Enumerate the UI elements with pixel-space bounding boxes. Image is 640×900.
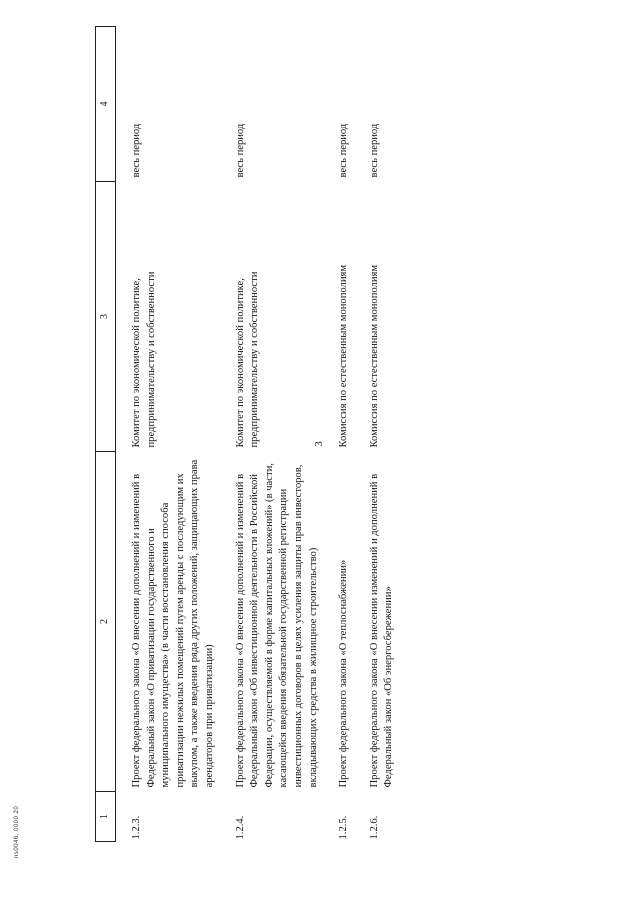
rotated-page (95, 27, 615, 842)
item-title: Проект федерального закона «О внесении дополнений и изменений в Федеральный закон «Об инвестиционной деятельности в Российской Федерации, осуществляемой в форме капитальных вложений» (в части, касающейся введения обязательной государственной регистрации инвестиционных договоров в целях усиления защиты прав инвесторов, вкладывающих средства в жилищное строительство) (234, 463, 319, 788)
item-number: 1.2.3. (131, 815, 142, 840)
item-number: 1.2.5. (338, 815, 350, 840)
item-title: Проект федерального закона «О внесении дополнений и изменений в Федеральный закон «О приватизации государственного и муниципального имущества» (в части восстановления способа приватизации нежилых помещений путем аренды с последующим их выкупом, а также введения ряда других положений, защищающих права арендаторов при приватизации) (131, 459, 215, 788)
column-number-4: 4 (96, 27, 116, 182)
item-responsible: Комитет по экономической политике, предпринимательству и собственности (131, 271, 157, 448)
table-row (368, 27, 413, 842)
column-number-1: 1 (96, 792, 116, 842)
item-period: весь период (234, 123, 246, 178)
table-header-row (96, 27, 116, 842)
rotated-content (95, 27, 615, 842)
table-row (337, 27, 368, 842)
plan-table (95, 26, 413, 842)
item-responsible: Комитет по экономической политике, предпринимательству и собственности (234, 271, 261, 448)
item-number: 1.2.6. (368, 815, 380, 840)
item-responsible: Комиссия по естественным монополиям (338, 264, 350, 448)
table-row (116, 27, 234, 842)
footer-code: ns0046. 0000 20 (14, 805, 20, 858)
item-number: 1.2.4. (234, 815, 246, 840)
item-period: весь период (338, 123, 350, 178)
column-number-3: 3 (96, 182, 116, 452)
table-row (234, 27, 338, 842)
item-title: Проект федерального закона «О теплоснабжении» (338, 559, 350, 788)
item-period: весь период (368, 123, 380, 178)
page-number: 3 (313, 441, 325, 447)
item-title: Проект федерального закона «О внесении изменений и дополнений в Федеральный закон «Об энергосбережении» (368, 473, 395, 788)
item-period: весь период (131, 123, 142, 178)
column-number-2: 2 (96, 452, 116, 792)
item-responsible: Комиссия по естественным монополиям (368, 264, 380, 448)
